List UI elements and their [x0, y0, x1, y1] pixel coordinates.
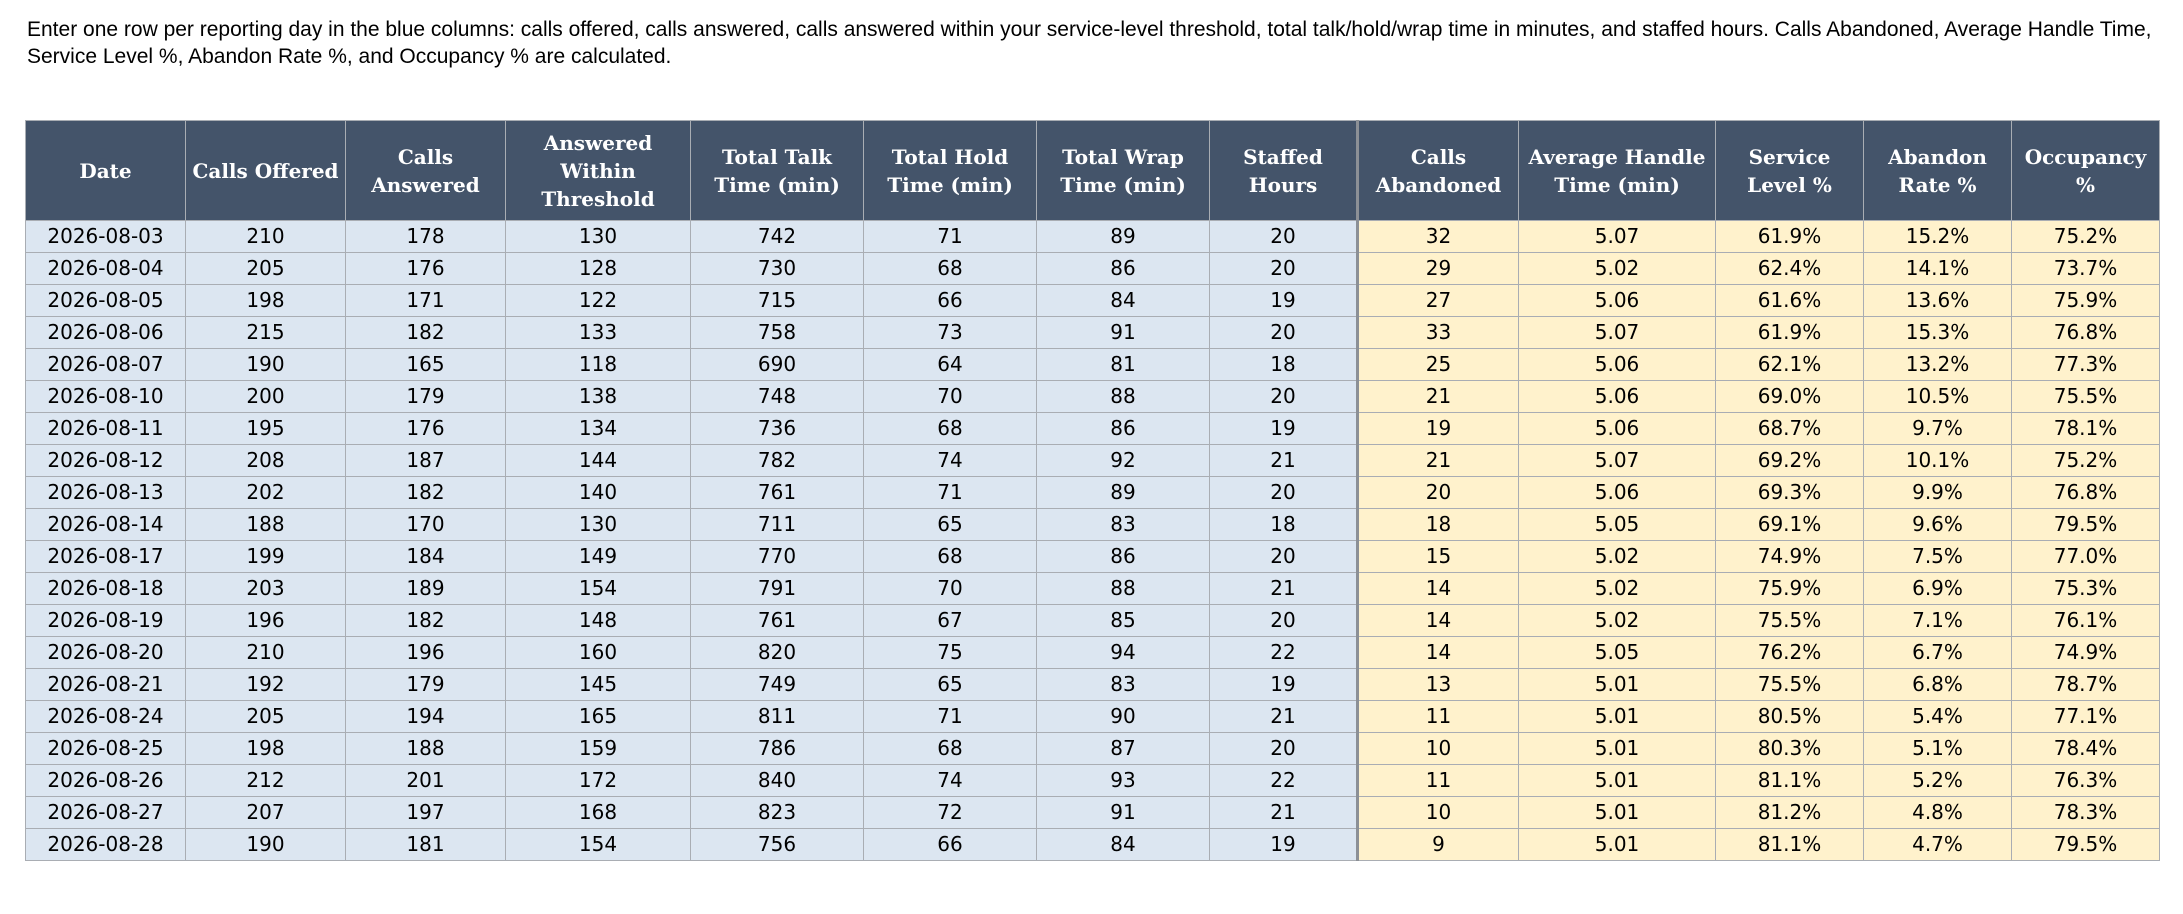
cell-calls-answered[interactable]: 182 [346, 605, 506, 637]
cell-date[interactable]: 2026-08-11 [26, 413, 186, 445]
cell-calls-offered[interactable]: 203 [186, 573, 346, 605]
cell-calls-abandoned[interactable]: 14 [1358, 573, 1519, 605]
column-header-calls-answered[interactable]: Calls Answered [346, 121, 506, 221]
cell-service-level[interactable]: 62.4% [1716, 253, 1864, 285]
cell-total-wrap-time[interactable]: 81 [1037, 349, 1210, 381]
cell-calls-offered[interactable]: 200 [186, 381, 346, 413]
cell-date[interactable]: 2026-08-27 [26, 797, 186, 829]
cell-calls-answered[interactable]: 182 [346, 477, 506, 509]
cell-total-talk-time[interactable]: 811 [691, 701, 864, 733]
cell-total-wrap-time[interactable]: 86 [1037, 413, 1210, 445]
cell-total-hold-time[interactable]: 71 [864, 701, 1037, 733]
cell-calls-abandoned[interactable]: 9 [1358, 829, 1519, 861]
cell-total-hold-time[interactable]: 65 [864, 509, 1037, 541]
table-row [26, 797, 2160, 829]
cell-date[interactable]: 2026-08-10 [26, 381, 186, 413]
cell-answered-within-threshold[interactable]: 168 [506, 797, 691, 829]
cell-calls-offered[interactable]: 205 [186, 253, 346, 285]
cell-calls-answered[interactable]: 165 [346, 349, 506, 381]
cell-date[interactable]: 2026-08-26 [26, 765, 186, 797]
cell-date[interactable]: 2026-08-05 [26, 285, 186, 317]
table-row [26, 221, 2160, 253]
cell-service-level[interactable]: 80.3% [1716, 733, 1864, 765]
cell-staffed-hours[interactable]: 20 [1210, 381, 1358, 413]
cell-average-handle-time[interactable]: 5.05 [1519, 509, 1716, 541]
cell-staffed-hours[interactable]: 19 [1210, 285, 1358, 317]
table-row [26, 573, 2160, 605]
cell-total-hold-time[interactable]: 75 [864, 637, 1037, 669]
cell-staffed-hours[interactable]: 19 [1210, 829, 1358, 861]
cell-calls-offered[interactable]: 188 [186, 509, 346, 541]
cell-total-hold-time[interactable]: 67 [864, 605, 1037, 637]
cell-calls-abandoned[interactable]: 11 [1358, 765, 1519, 797]
cell-calls-answered[interactable]: 184 [346, 541, 506, 573]
cell-service-level[interactable]: 74.9% [1716, 541, 1864, 573]
cell-total-wrap-time[interactable]: 90 [1037, 701, 1210, 733]
cell-total-talk-time[interactable]: 736 [691, 413, 864, 445]
column-header-total-hold-time[interactable]: Total Hold Time (min) [864, 121, 1037, 221]
cell-calls-offered[interactable]: 210 [186, 637, 346, 669]
column-header-date[interactable]: Date [26, 121, 186, 221]
cell-answered-within-threshold[interactable]: 130 [506, 221, 691, 253]
cell-occupancy[interactable]: 79.5% [2012, 829, 2160, 861]
cell-service-level[interactable]: 76.2% [1716, 637, 1864, 669]
cell-average-handle-time[interactable]: 5.01 [1519, 829, 1716, 861]
table-row [26, 317, 2160, 349]
cell-average-handle-time[interactable]: 5.02 [1519, 541, 1716, 573]
cell-calls-abandoned[interactable]: 29 [1358, 253, 1519, 285]
table-row [26, 669, 2160, 701]
cell-date[interactable]: 2026-08-28 [26, 829, 186, 861]
cell-occupancy[interactable]: 76.8% [2012, 317, 2160, 349]
cell-total-talk-time[interactable]: 749 [691, 669, 864, 701]
cell-answered-within-threshold[interactable]: 148 [506, 605, 691, 637]
cell-average-handle-time[interactable]: 5.06 [1519, 381, 1716, 413]
cell-calls-abandoned[interactable]: 14 [1358, 605, 1519, 637]
cell-total-talk-time[interactable]: 782 [691, 445, 864, 477]
cell-abandon-rate[interactable]: 4.8% [1864, 797, 2012, 829]
cell-staffed-hours[interactable]: 19 [1210, 413, 1358, 445]
cell-average-handle-time[interactable]: 5.05 [1519, 637, 1716, 669]
cell-service-level[interactable]: 61.6% [1716, 285, 1864, 317]
cell-average-handle-time[interactable]: 5.07 [1519, 221, 1716, 253]
cell-calls-abandoned[interactable]: 10 [1358, 733, 1519, 765]
cell-abandon-rate[interactable]: 9.7% [1864, 413, 2012, 445]
cell-calls-abandoned[interactable]: 11 [1358, 701, 1519, 733]
cell-average-handle-time[interactable]: 5.01 [1519, 797, 1716, 829]
cell-calls-abandoned[interactable]: 18 [1358, 509, 1519, 541]
cell-staffed-hours[interactable]: 20 [1210, 733, 1358, 765]
cell-answered-within-threshold[interactable]: 159 [506, 733, 691, 765]
cell-total-wrap-time[interactable]: 88 [1037, 381, 1210, 413]
cell-service-level[interactable]: 81.2% [1716, 797, 1864, 829]
cell-abandon-rate[interactable]: 10.1% [1864, 445, 2012, 477]
cell-total-wrap-time[interactable]: 83 [1037, 509, 1210, 541]
cell-total-wrap-time[interactable]: 84 [1037, 829, 1210, 861]
cell-occupancy[interactable]: 75.2% [2012, 221, 2160, 253]
cell-total-talk-time[interactable]: 756 [691, 829, 864, 861]
cell-occupancy[interactable]: 75.9% [2012, 285, 2160, 317]
cell-abandon-rate[interactable]: 6.8% [1864, 669, 2012, 701]
table-row [26, 765, 2160, 797]
table-row [26, 285, 2160, 317]
cell-answered-within-threshold[interactable]: 140 [506, 477, 691, 509]
cell-calls-answered[interactable]: 178 [346, 221, 506, 253]
cell-total-hold-time[interactable]: 68 [864, 413, 1037, 445]
cell-occupancy[interactable]: 78.3% [2012, 797, 2160, 829]
cell-total-hold-time[interactable]: 70 [864, 381, 1037, 413]
cell-service-level[interactable]: 75.5% [1716, 669, 1864, 701]
cell-total-wrap-time[interactable]: 86 [1037, 541, 1210, 573]
cell-total-talk-time[interactable]: 730 [691, 253, 864, 285]
cell-average-handle-time[interactable]: 5.06 [1519, 285, 1716, 317]
cell-date[interactable]: 2026-08-03 [26, 221, 186, 253]
cell-calls-answered[interactable]: 179 [346, 669, 506, 701]
cell-calls-offered[interactable]: 215 [186, 317, 346, 349]
cell-total-hold-time[interactable]: 71 [864, 221, 1037, 253]
cell-occupancy[interactable]: 75.3% [2012, 573, 2160, 605]
cell-staffed-hours[interactable]: 22 [1210, 637, 1358, 669]
cell-staffed-hours[interactable]: 20 [1210, 253, 1358, 285]
cell-occupancy[interactable]: 77.3% [2012, 349, 2160, 381]
column-header-calls-abandoned[interactable]: Calls Abandoned [1358, 121, 1519, 221]
cell-abandon-rate[interactable]: 9.9% [1864, 477, 2012, 509]
table-row [26, 349, 2160, 381]
cell-occupancy[interactable]: 75.2% [2012, 445, 2160, 477]
cell-answered-within-threshold[interactable]: 122 [506, 285, 691, 317]
cell-total-talk-time[interactable]: 715 [691, 285, 864, 317]
cell-calls-answered[interactable]: 171 [346, 285, 506, 317]
cell-calls-abandoned[interactable]: 14 [1358, 637, 1519, 669]
cell-average-handle-time[interactable]: 5.01 [1519, 733, 1716, 765]
column-header-service-level[interactable]: Service Level % [1716, 121, 1864, 221]
table-row [26, 445, 2160, 477]
cell-date[interactable]: 2026-08-13 [26, 477, 186, 509]
cell-date[interactable]: 2026-08-19 [26, 605, 186, 637]
cell-average-handle-time[interactable]: 5.01 [1519, 701, 1716, 733]
cell-calls-offered[interactable]: 195 [186, 413, 346, 445]
cell-calls-abandoned[interactable]: 25 [1358, 349, 1519, 381]
cell-staffed-hours[interactable]: 19 [1210, 669, 1358, 701]
cell-calls-offered[interactable]: 205 [186, 701, 346, 733]
cell-calls-abandoned[interactable]: 21 [1358, 381, 1519, 413]
cell-calls-answered[interactable]: 170 [346, 509, 506, 541]
cell-date[interactable]: 2026-08-24 [26, 701, 186, 733]
cell-abandon-rate[interactable]: 4.7% [1864, 829, 2012, 861]
cell-answered-within-threshold[interactable]: 145 [506, 669, 691, 701]
cell-answered-within-threshold[interactable]: 130 [506, 509, 691, 541]
cell-service-level[interactable]: 75.5% [1716, 605, 1864, 637]
cell-average-handle-time[interactable]: 5.01 [1519, 669, 1716, 701]
cell-date[interactable]: 2026-08-17 [26, 541, 186, 573]
cell-abandon-rate[interactable]: 5.4% [1864, 701, 2012, 733]
cell-calls-offered[interactable]: 207 [186, 797, 346, 829]
cell-total-hold-time[interactable]: 68 [864, 733, 1037, 765]
cell-abandon-rate[interactable]: 5.1% [1864, 733, 2012, 765]
cell-occupancy[interactable]: 78.7% [2012, 669, 2160, 701]
table-row [26, 829, 2160, 861]
cell-calls-answered[interactable]: 179 [346, 381, 506, 413]
cell-abandon-rate[interactable]: 13.6% [1864, 285, 2012, 317]
cell-total-wrap-time[interactable]: 89 [1037, 221, 1210, 253]
cell-average-handle-time[interactable]: 5.07 [1519, 317, 1716, 349]
column-header-abandon-rate[interactable]: Abandon Rate % [1864, 121, 2012, 221]
cell-date[interactable]: 2026-08-18 [26, 573, 186, 605]
cell-calls-offered[interactable]: 199 [186, 541, 346, 573]
header-row [26, 121, 2160, 221]
cell-total-wrap-time[interactable]: 85 [1037, 605, 1210, 637]
cell-staffed-hours[interactable]: 20 [1210, 317, 1358, 349]
cell-staffed-hours[interactable]: 20 [1210, 605, 1358, 637]
cell-total-talk-time[interactable]: 690 [691, 349, 864, 381]
cell-calls-offered[interactable]: 190 [186, 349, 346, 381]
cell-calls-answered[interactable]: 196 [346, 637, 506, 669]
cell-total-wrap-time[interactable]: 89 [1037, 477, 1210, 509]
column-header-staffed-hours[interactable]: Staffed Hours [1210, 121, 1358, 221]
cell-total-wrap-time[interactable]: 87 [1037, 733, 1210, 765]
cell-total-wrap-time[interactable]: 94 [1037, 637, 1210, 669]
cell-calls-abandoned[interactable]: 33 [1358, 317, 1519, 349]
table-row [26, 381, 2160, 413]
cell-total-talk-time[interactable]: 823 [691, 797, 864, 829]
cell-answered-within-threshold[interactable]: 165 [506, 701, 691, 733]
cell-total-wrap-time[interactable]: 86 [1037, 253, 1210, 285]
cell-staffed-hours[interactable]: 20 [1210, 221, 1358, 253]
cell-total-hold-time[interactable]: 74 [864, 445, 1037, 477]
cell-total-talk-time[interactable]: 770 [691, 541, 864, 573]
cell-calls-answered[interactable]: 181 [346, 829, 506, 861]
cell-date[interactable]: 2026-08-07 [26, 349, 186, 381]
cell-service-level[interactable]: 69.2% [1716, 445, 1864, 477]
cell-calls-abandoned[interactable]: 27 [1358, 285, 1519, 317]
cell-calls-answered[interactable]: 197 [346, 797, 506, 829]
cell-staffed-hours[interactable]: 21 [1210, 797, 1358, 829]
instructions-text: Enter one row per reporting day in the blue columns: calls offered, calls answered, calls answered within your service-level threshold, total talk/hold/wrap time in minutes, and staffed hours. Calls Abandoned, Average Handle Time, Service Level %, Abandon Rate %, and Occupancy % are calculated. [27, 18, 2152, 68]
cell-calls-offered[interactable]: 198 [186, 733, 346, 765]
table-row [26, 509, 2160, 541]
table-row [26, 477, 2160, 509]
cell-answered-within-threshold[interactable]: 128 [506, 253, 691, 285]
cell-abandon-rate[interactable]: 14.1% [1864, 253, 2012, 285]
table-body [26, 221, 2160, 861]
cell-date[interactable]: 2026-08-14 [26, 509, 186, 541]
cell-abandon-rate[interactable]: 7.1% [1864, 605, 2012, 637]
cell-occupancy[interactable]: 78.4% [2012, 733, 2160, 765]
cell-calls-offered[interactable]: 192 [186, 669, 346, 701]
cell-service-level[interactable]: 80.5% [1716, 701, 1864, 733]
cell-abandon-rate[interactable]: 15.3% [1864, 317, 2012, 349]
cell-service-level[interactable]: 61.9% [1716, 221, 1864, 253]
cell-calls-answered[interactable]: 187 [346, 445, 506, 477]
cell-occupancy[interactable]: 77.1% [2012, 701, 2160, 733]
call-metrics-table [25, 120, 2160, 861]
cell-date[interactable]: 2026-08-25 [26, 733, 186, 765]
cell-average-handle-time[interactable]: 5.02 [1519, 605, 1716, 637]
cell-occupancy[interactable]: 76.3% [2012, 765, 2160, 797]
cell-service-level[interactable]: 68.7% [1716, 413, 1864, 445]
cell-answered-within-threshold[interactable]: 160 [506, 637, 691, 669]
cell-total-hold-time[interactable]: 71 [864, 477, 1037, 509]
cell-total-talk-time[interactable]: 742 [691, 221, 864, 253]
cell-service-level[interactable]: 69.3% [1716, 477, 1864, 509]
cell-total-hold-time[interactable]: 65 [864, 669, 1037, 701]
cell-calls-offered[interactable]: 210 [186, 221, 346, 253]
cell-answered-within-threshold[interactable]: 154 [506, 573, 691, 605]
cell-answered-within-threshold[interactable]: 138 [506, 381, 691, 413]
cell-total-wrap-time[interactable]: 91 [1037, 317, 1210, 349]
cell-service-level[interactable]: 62.1% [1716, 349, 1864, 381]
table-row [26, 701, 2160, 733]
cell-calls-answered[interactable]: 176 [346, 413, 506, 445]
table-row [26, 253, 2160, 285]
cell-calls-answered[interactable]: 201 [346, 765, 506, 797]
cell-total-talk-time[interactable]: 748 [691, 381, 864, 413]
cell-abandon-rate[interactable]: 6.7% [1864, 637, 2012, 669]
cell-date[interactable]: 2026-08-21 [26, 669, 186, 701]
cell-total-wrap-time[interactable]: 92 [1037, 445, 1210, 477]
cell-calls-abandoned[interactable]: 19 [1358, 413, 1519, 445]
cell-occupancy[interactable]: 76.8% [2012, 477, 2160, 509]
cell-staffed-hours[interactable]: 21 [1210, 573, 1358, 605]
cell-calls-abandoned[interactable]: 15 [1358, 541, 1519, 573]
column-header-total-talk-time[interactable]: Total Talk Time (min) [691, 121, 864, 221]
table-row [26, 605, 2160, 637]
cell-answered-within-threshold[interactable]: 134 [506, 413, 691, 445]
cell-calls-abandoned[interactable]: 13 [1358, 669, 1519, 701]
cell-calls-answered[interactable]: 176 [346, 253, 506, 285]
cell-calls-abandoned[interactable]: 20 [1358, 477, 1519, 509]
cell-staffed-hours[interactable]: 18 [1210, 509, 1358, 541]
cell-total-talk-time[interactable]: 791 [691, 573, 864, 605]
cell-calls-abandoned[interactable]: 32 [1358, 221, 1519, 253]
cell-occupancy[interactable]: 73.7% [2012, 253, 2160, 285]
cell-abandon-rate[interactable]: 9.6% [1864, 509, 2012, 541]
cell-total-wrap-time[interactable]: 84 [1037, 285, 1210, 317]
cell-staffed-hours[interactable]: 20 [1210, 477, 1358, 509]
cell-calls-offered[interactable]: 202 [186, 477, 346, 509]
cell-answered-within-threshold[interactable]: 144 [506, 445, 691, 477]
cell-staffed-hours[interactable]: 21 [1210, 445, 1358, 477]
cell-abandon-rate[interactable]: 10.5% [1864, 381, 2012, 413]
cell-total-talk-time[interactable]: 761 [691, 477, 864, 509]
cell-average-handle-time[interactable]: 5.06 [1519, 477, 1716, 509]
column-header-average-handle-time[interactable]: Average Handle Time (min) [1519, 121, 1716, 221]
column-header-calls-offered[interactable]: Calls Offered [186, 121, 346, 221]
cell-occupancy[interactable]: 77.0% [2012, 541, 2160, 573]
cell-service-level[interactable]: 69.0% [1716, 381, 1864, 413]
cell-answered-within-threshold[interactable]: 154 [506, 829, 691, 861]
cell-total-talk-time[interactable]: 820 [691, 637, 864, 669]
cell-calls-abandoned[interactable]: 10 [1358, 797, 1519, 829]
cell-calls-answered[interactable]: 189 [346, 573, 506, 605]
cell-calls-offered[interactable]: 208 [186, 445, 346, 477]
column-header-answered-within-threshold[interactable]: Answered Within Threshold [506, 121, 691, 221]
cell-answered-within-threshold[interactable]: 149 [506, 541, 691, 573]
cell-service-level[interactable]: 81.1% [1716, 765, 1864, 797]
cell-staffed-hours[interactable]: 18 [1210, 349, 1358, 381]
cell-total-hold-time[interactable]: 66 [864, 829, 1037, 861]
cell-abandon-rate[interactable]: 13.2% [1864, 349, 2012, 381]
cell-date[interactable]: 2026-08-20 [26, 637, 186, 669]
cell-total-hold-time[interactable]: 68 [864, 541, 1037, 573]
cell-total-hold-time[interactable]: 64 [864, 349, 1037, 381]
cell-calls-offered[interactable]: 190 [186, 829, 346, 861]
cell-staffed-hours[interactable]: 21 [1210, 701, 1358, 733]
cell-total-hold-time[interactable]: 68 [864, 253, 1037, 285]
cell-abandon-rate[interactable]: 5.2% [1864, 765, 2012, 797]
cell-calls-answered[interactable]: 188 [346, 733, 506, 765]
cell-total-talk-time[interactable]: 786 [691, 733, 864, 765]
cell-total-wrap-time[interactable]: 91 [1037, 797, 1210, 829]
cell-average-handle-time[interactable]: 5.06 [1519, 349, 1716, 381]
cell-total-hold-time[interactable]: 66 [864, 285, 1037, 317]
cell-abandon-rate[interactable]: 15.2% [1864, 221, 2012, 253]
cell-occupancy[interactable]: 75.5% [2012, 381, 2160, 413]
table-row [26, 733, 2160, 765]
cell-average-handle-time[interactable]: 5.02 [1519, 253, 1716, 285]
cell-calls-offered[interactable]: 212 [186, 765, 346, 797]
cell-staffed-hours[interactable]: 22 [1210, 765, 1358, 797]
cell-calls-offered[interactable]: 198 [186, 285, 346, 317]
table-row [26, 541, 2160, 573]
cell-service-level[interactable]: 69.1% [1716, 509, 1864, 541]
cell-calls-answered[interactable]: 182 [346, 317, 506, 349]
cell-service-level[interactable]: 61.9% [1716, 317, 1864, 349]
cell-abandon-rate[interactable]: 6.9% [1864, 573, 2012, 605]
cell-calls-abandoned[interactable]: 21 [1358, 445, 1519, 477]
cell-date[interactable]: 2026-08-04 [26, 253, 186, 285]
cell-total-hold-time[interactable]: 72 [864, 797, 1037, 829]
cell-calls-answered[interactable]: 194 [346, 701, 506, 733]
cell-abandon-rate[interactable]: 7.5% [1864, 541, 2012, 573]
table-row [26, 413, 2160, 445]
column-header-total-wrap-time[interactable]: Total Wrap Time (min) [1037, 121, 1210, 221]
cell-occupancy[interactable]: 74.9% [2012, 637, 2160, 669]
cell-average-handle-time[interactable]: 5.01 [1519, 765, 1716, 797]
cell-total-talk-time[interactable]: 761 [691, 605, 864, 637]
cell-date[interactable]: 2026-08-06 [26, 317, 186, 349]
column-header-occupancy[interactable]: Occupancy % [2012, 121, 2160, 221]
cell-total-hold-time[interactable]: 74 [864, 765, 1037, 797]
cell-average-handle-time[interactable]: 5.06 [1519, 413, 1716, 445]
cell-calls-offered[interactable]: 196 [186, 605, 346, 637]
table-row [26, 637, 2160, 669]
cell-occupancy[interactable]: 78.1% [2012, 413, 2160, 445]
cell-total-wrap-time[interactable]: 83 [1037, 669, 1210, 701]
cell-service-level[interactable]: 81.1% [1716, 829, 1864, 861]
cell-occupancy[interactable]: 76.1% [2012, 605, 2160, 637]
cell-average-handle-time[interactable]: 5.02 [1519, 573, 1716, 605]
cell-total-wrap-time[interactable]: 93 [1037, 765, 1210, 797]
cell-average-handle-time[interactable]: 5.07 [1519, 445, 1716, 477]
cell-total-hold-time[interactable]: 70 [864, 573, 1037, 605]
cell-answered-within-threshold[interactable]: 118 [506, 349, 691, 381]
cell-answered-within-threshold[interactable]: 172 [506, 765, 691, 797]
cell-total-hold-time[interactable]: 73 [864, 317, 1037, 349]
cell-total-talk-time[interactable]: 840 [691, 765, 864, 797]
cell-service-level[interactable]: 75.9% [1716, 573, 1864, 605]
cell-total-talk-time[interactable]: 758 [691, 317, 864, 349]
cell-occupancy[interactable]: 79.5% [2012, 509, 2160, 541]
cell-staffed-hours[interactable]: 20 [1210, 541, 1358, 573]
cell-date[interactable]: 2026-08-12 [26, 445, 186, 477]
cell-total-wrap-time[interactable]: 88 [1037, 573, 1210, 605]
cell-answered-within-threshold[interactable]: 133 [506, 317, 691, 349]
cell-total-talk-time[interactable]: 711 [691, 509, 864, 541]
